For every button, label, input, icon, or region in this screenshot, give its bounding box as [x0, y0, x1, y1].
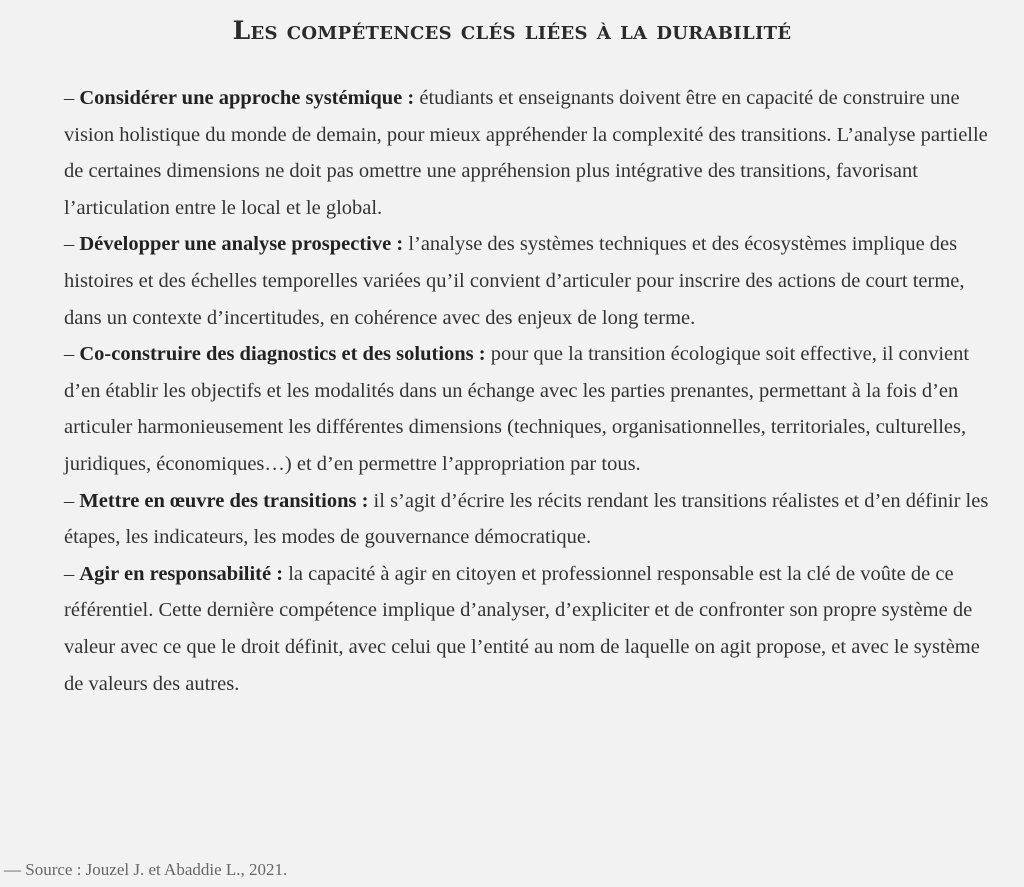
item-heading: Mettre en œuvre des transitions : [79, 489, 369, 512]
item-body: pour que la transition écologique soit effective, il convient d’en établir les objectifs et les modalités dans un échange avec les parties prenantes, permettant à la fois d’en articuler harmonieusement les différentes dimensions (techniques, organisationnelles, territoriales, culturelles, juridiques, économiques…) et d’en permettre l’appropriation par tous. [64, 343, 970, 475]
source-caption: — Source : Jouzel J. et Abaddie L., 2021. [4, 860, 288, 879]
list-item [64, 336, 1000, 482]
list-item [64, 226, 1000, 336]
item-dash: – [64, 343, 80, 366]
item-body: la capacité à agir en citoyen et professionnel responsable est la clé de voûte de ce référentiel. Cette dernière compétence implique d’analyser, d’expliciter et de confronter son propre système de valeur avec ce que le droit définit, avec celui que l’entité au nom de laquelle on agit propose, et avec le système de valeurs des autres. [64, 562, 980, 695]
item-dash: – [64, 233, 80, 256]
item-heading: Co-construire des diagnostics et des solutions : [79, 343, 486, 366]
item-heading: Considérer une approche systémique : [79, 87, 415, 109]
item-body: l’analyse des systèmes techniques et des écosystèmes implique des histoires et des échelles temporelles variées qu’il convient d’articuler pour inscrire des actions de court terme, dans un contexte d’incertitudes, en cohérence avec des enjeux de long terme. [64, 233, 965, 329]
list-item [64, 556, 1000, 702]
item-dash: – [64, 87, 80, 109]
item-body: étudiants et enseignants doivent être en capacité de construire une vision holistique du monde de demain, pour mieux appréhender la complexité des transitions. L’analyse partielle de certaines dimensions ne doit pas omettre une appréhension plus intégrative des transitions, favorisant l’articulation entre le local et le global. [64, 87, 988, 219]
item-heading: Agir en responsabilité : [79, 562, 284, 585]
list-item [64, 483, 1000, 556]
item-dash: – [64, 562, 80, 585]
page-title: Les compétences clés liées à la durabilité [232, 16, 792, 45]
item-heading: Développer une analyse prospective : [79, 233, 404, 256]
list-item [64, 80, 1000, 226]
item-body: il s’agit d’écrire les récits rendant les transitions réalistes et d’en définir les étapes, les indicateurs, les modes de gouvernance démocratique. [64, 489, 989, 549]
competences-list [64, 80, 1000, 702]
item-dash: – [64, 489, 80, 512]
